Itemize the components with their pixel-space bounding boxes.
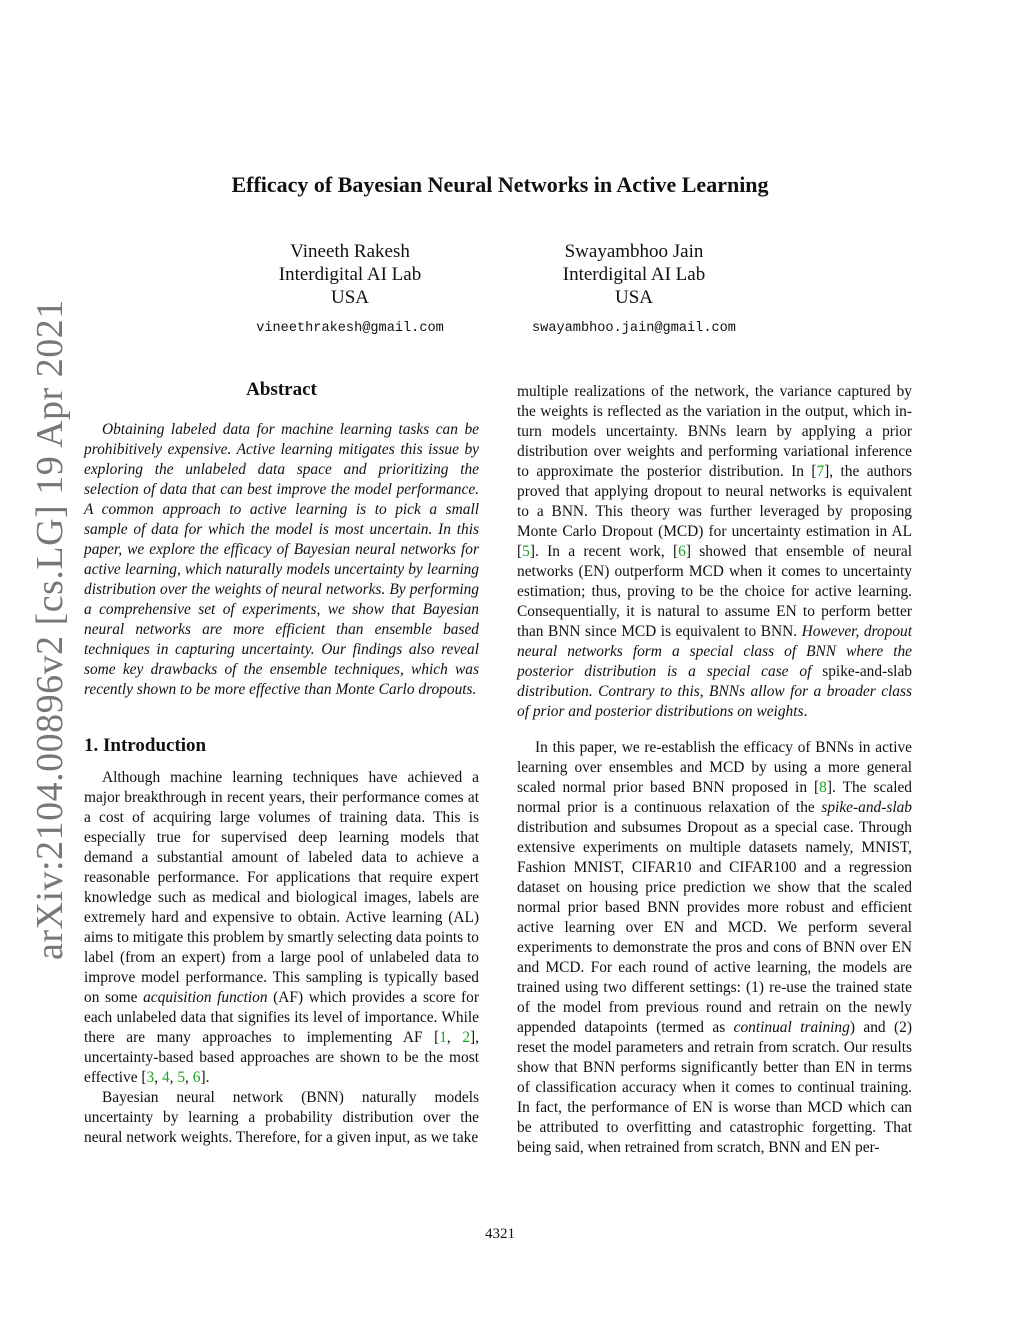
intro-paragraph-2-continued: multiple realizations of the network, the variance captured by the weights is reflected as the variation in the output, which in-turn models uncertainty. BNNs learn by applying a prior distribution over weights and performing variational inference to approximate the posterior distribution. In [7], the authors proved that applying dropout to neural networks is equivalent to a BNN. This theory was further leveraged by proposing Monte Carlo Dropout (MCD) for uncertainty estimation in AL [5]. In a recent work, [6] showed that ensemble of neural networks (EN) outperform MCD when it comes to uncertainty estimation; thus, proving to be the choice for active learning. Consequentially, it is natural to assume EN to perform better than BNN since MCD is equivalent to BNN. However, dropout neural networks form a special class of BNN where the posterior distribution is a special case of spike-and-slab distribution. Contrary to this, BNNs allow for a broader class of prior and posterior distributions on weights. <box>517 383 912 720</box>
citation-link[interactable]: 1 <box>439 1029 447 1046</box>
page-number: 4321 <box>485 1226 515 1242</box>
author-affiliation: Interdigital AI Lab <box>278 264 422 285</box>
citation-link[interactable]: 3 <box>146 1069 155 1086</box>
author-email[interactable]: vineethrakesh@gmail.com <box>256 321 444 336</box>
intro-paragraph-1: Although machine learning techniques have achieved a major breakthrough in recent years, their performance comes at a cost of acquiring large volumes of training data. This is especially true for supervised deep learning models that demand a substantial amount of labeled data to achieve a reasonable performance. For applications that require expert knowledge such as medical and biological images, labels are extremely hard and expensive to obtain. Active learning (AL) aims to mitigate this problem by smartly selecting data points to label (from an expert) from a large pool of unlabeled data to improve model performance. This sampling is typically based on some acquisition function (AF) which provides a score for each unlabeled data that signifies its level of importance. While there are many approaches to implementing AF [1, 2], uncertainty-based based approaches are shown to be the most effective [3, 4, 5, 6]. <box>84 769 479 1086</box>
citation-link[interactable]: 6 <box>678 543 686 560</box>
author-name: Swayambhoo Jain <box>564 241 704 262</box>
citation-link[interactable]: 2 <box>462 1029 471 1046</box>
citation-link[interactable]: 5 <box>522 543 530 560</box>
author-block-2 <box>474 240 794 340</box>
abstract-text: Obtaining labeled data for machine learning tasks can be prohibitively expensive. Active learning mitigates this issue by exploring the unlabeled data space and prioritizing the selection of data that can best improve the model performance. A common approach to active learning is to pick a small sample of data for which the model is most uncertain. In this paper, we explore the efficacy of Bayesian neural networks for active learning, which naturally models uncertainty by learning distribution over the weights of neural networks. By performing a comprehensive set of experiments, we show that Bayesian neural networks are more efficient than ensemble based techniques in capturing uncertainty. Our findings also reveal some key drawbacks of the ensemble techniques, which was recently shown to be more effective than Monte Carlo dropouts. <box>84 421 479 698</box>
citation-link[interactable]: 6 <box>192 1069 201 1086</box>
abstract-heading: Abstract <box>246 379 317 400</box>
intro-paragraph-3: In this paper, we re-establish the efficacy of BNNs in active learning over ensembles and MCD by using a more general scaled normal prior based BNN proposed in [8]. The scaled normal prior is a continuous relaxation of the spike-and-slab distribution and subsumes Dropout as a special case. Through extensive experiments on multiple datasets namely, MNIST, Fashion MNIST, CIFAR10 and CIFAR100 and a regression dataset on housing price prediction we show that the scaled normal prior based BNN provides more robust and efficient active learning over EN and MCD. We perform several experiments to demonstrate the pros and cons of BNN over EN and MCD. For each round of active learning, the models are trained using two different settings: (1) re-use the trained state of the model from previous round and retrain on the newly appended datapoints (termed as continual training) and (2) reset the model parameters and retrain from scratch. Our results show that BNN performs significantly better than EN in terms of classification accuracy when it comes to continual training. In fact, the performance of EN is worse than MCD which can be attributed to overfitting and catastrophic forgetting. That being said, when retrained from scratch, BNN and EN per- <box>517 739 912 1156</box>
author-block-1 <box>190 240 510 340</box>
section-heading-introduction: 1. Introduction <box>84 735 207 756</box>
right-column <box>517 382 912 1158</box>
author-affiliation: Interdigital AI Lab <box>562 264 706 285</box>
arxiv-sidebar-identifier: arXiv:2104.00896v2 [cs.LG] 19 Apr 2021 <box>29 299 71 960</box>
citation-link[interactable]: 7 <box>816 463 825 480</box>
author-country: USA <box>330 287 369 308</box>
left-column <box>84 380 479 1148</box>
citation-link[interactable]: 8 <box>819 779 827 796</box>
paper-title: Efficacy of Bayesian Neural Networks in Active Learning <box>231 172 769 197</box>
citation-link[interactable]: 5 <box>177 1069 186 1086</box>
citation-link[interactable]: 4 <box>161 1069 170 1086</box>
author-name: Vineeth Rakesh <box>290 241 410 262</box>
author-country: USA <box>614 287 653 308</box>
intro-paragraph-2: Bayesian neural network (BNN) naturally models uncertainty by learning a probability distribution over the neural network weights. Therefore, for a given input, as we take <box>84 1089 479 1146</box>
author-email[interactable]: swayambhoo.jain@gmail.com <box>532 321 736 336</box>
